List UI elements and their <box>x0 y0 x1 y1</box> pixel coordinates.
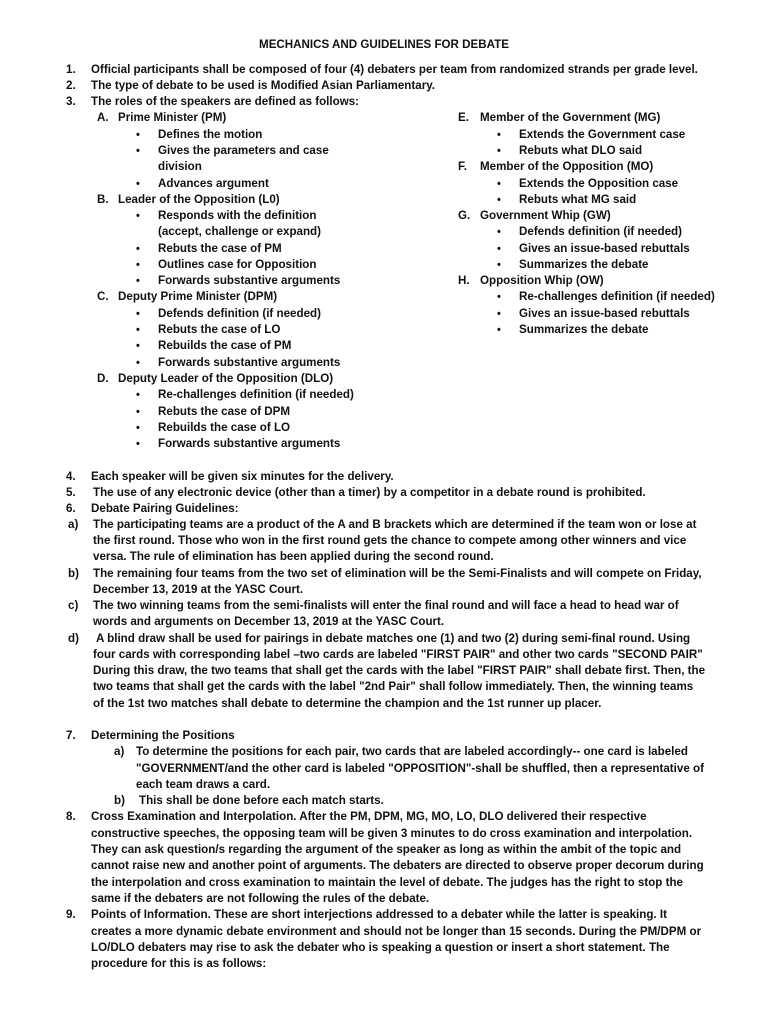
subitem-text: two teams that shall get the cards with the label "2nd Pair" shall follow immediately. Then, the winning teams <box>93 680 694 693</box>
item-number: 4. <box>66 470 76 483</box>
subitem-text: four cards with corresponding label –two cards are labeled "FIRST PAIR" and other two cards "SECOND PAIR" <box>93 648 703 661</box>
role-letter: B. <box>97 193 109 206</box>
subitem-letter: c) <box>68 599 79 612</box>
bullet-icon: • <box>497 129 501 141</box>
role-duty: division <box>158 160 202 173</box>
role-letter: G. <box>458 209 471 222</box>
role-duty: Advances argument <box>158 177 269 190</box>
role-duty: Rebuilds the case of PM <box>158 339 292 352</box>
role-duty: Forwards substantive arguments <box>158 356 341 369</box>
item-text: the interpolation and cross examination to maintain the level of debate. The judges has the right to stop the <box>91 876 684 889</box>
subitem-text: versa. The rule of elimination has been applied during the second round. <box>93 550 494 563</box>
subitem-text: each team draws a card. <box>136 778 271 791</box>
bullet-icon: • <box>136 259 140 271</box>
item-number: 2. <box>66 79 76 92</box>
role-duty: Rebuts the case of PM <box>158 242 282 255</box>
role-duty: Summarizes the debate <box>519 323 649 336</box>
subitem-text: "GOVERNMENT/and the other card is labeled "OPPOSITION"-shall be shuffled, then a representative of <box>136 762 704 775</box>
role-title: Government Whip (GW) <box>480 209 611 222</box>
role-letter: D. <box>97 372 109 385</box>
role-duty: Rebuts the case of DPM <box>158 405 291 418</box>
role-letter: F. <box>458 160 468 173</box>
subitem-letter: d) <box>68 632 79 645</box>
subitem-text: the first round. Those who won in the first round gets the chance to compete among other winners and vice <box>93 534 687 547</box>
bullet-icon: • <box>136 129 140 141</box>
subitem-letter: a) <box>68 518 79 531</box>
role-title: Deputy Prime Minister (DPM) <box>118 290 278 303</box>
role-letter: E. <box>458 111 469 124</box>
bullet-icon: • <box>497 291 501 303</box>
item-text: procedure for this is as follows: <box>91 957 267 970</box>
item-text: creates a more dynamic debate environment and should not be longer than 15 seconds. During the PM/DPM or <box>91 925 702 938</box>
bullet-icon: • <box>136 178 140 190</box>
role-duty: Re-challenges definition (if needed) <box>519 290 715 303</box>
subitem-letter: a) <box>114 745 125 758</box>
bullet-icon: • <box>136 145 140 157</box>
role-duty: Responds with the definition <box>158 209 317 222</box>
role-title: Deputy Leader of the Opposition (DLO) <box>118 372 334 385</box>
bullet-icon: • <box>136 357 140 369</box>
item-text: LO/DLO debaters may rise to ask the debater who is speaking a question or insert a short statement. The <box>91 941 670 954</box>
subitem-text: During this draw, the two teams that shall get the cards with the label "FIRST PAIR" shall debate first. Then, the <box>93 664 706 677</box>
subitem-letter: b) <box>114 794 125 807</box>
role-letter: A. <box>97 111 109 124</box>
bullet-icon: • <box>497 243 501 255</box>
item-text: Determining the Positions <box>91 729 235 742</box>
bullet-icon: • <box>497 324 501 336</box>
role-duty: Defines the motion <box>158 128 263 141</box>
role-title: Member of the Opposition (MO) <box>480 160 654 173</box>
item-text: Each speaker will be given six minutes for the delivery. <box>91 470 394 483</box>
item-text: The roles of the speakers are defined as follows: <box>91 95 360 108</box>
item-text: constructive speeches, the opposing team will be given 3 minutes to do cross examination and interpolation. <box>91 827 693 840</box>
bullet-icon: • <box>136 389 140 401</box>
role-title: Member of the Government (MG) <box>480 111 661 124</box>
bullet-icon: • <box>497 259 501 271</box>
role-letter: H. <box>458 274 470 287</box>
role-duty: Summarizes the debate <box>519 258 649 271</box>
role-duty: Outlines case for Opposition <box>158 258 317 271</box>
item-number: 7. <box>66 729 76 742</box>
bullet-icon: • <box>136 340 140 352</box>
subitem-text: The remaining four teams from the two set of elimination will be the Semi-Finalists and will compete on Friday, <box>93 567 702 580</box>
role-duty: Rebuts what DLO said <box>519 144 643 157</box>
role-duty: Defends definition (if needed) <box>519 225 682 238</box>
item-text: Points of Information. These are short interjections addressed to a debater while the latter is speaking. It <box>91 908 667 921</box>
bullet-icon: • <box>497 308 501 320</box>
role-duty: Gives an issue-based rebuttals <box>519 307 690 320</box>
bullet-icon: • <box>136 324 140 336</box>
item-text: The use of any electronic device (other than a timer) by a competitor in a debate round is prohibited. <box>93 486 646 499</box>
subitem-text: December 13, 2019 at the YASC Court. <box>93 583 304 596</box>
document-title: MECHANICS AND GUIDELINES FOR DEBATE <box>259 38 509 51</box>
subitem-text: The participating teams are a product of the A and B brackets which are determined if the team won or lose at <box>93 518 697 531</box>
role-title: Leader of the Opposition (L0) <box>118 193 280 206</box>
bullet-icon: • <box>136 210 140 222</box>
subitem-text: words and arguments on December 13, 2019 at the YASC Court. <box>93 615 445 628</box>
role-duty: (accept, challenge or expand) <box>158 225 322 238</box>
subitem-text: of the 1st two matches shall debate to determine the champion and the 1st runner up placer. <box>93 697 602 710</box>
item-text: Cross Examination and Interpolation. After the PM, DPM, MG, MO, LO, DLO delivered their respective <box>91 810 647 823</box>
subitem-letter: b) <box>68 567 79 580</box>
item-number: 5. <box>66 486 76 499</box>
bullet-icon: • <box>136 308 140 320</box>
item-text: Official participants shall be composed of four (4) debaters per team from randomized strands per grade level. <box>91 63 698 76</box>
role-duty: Forwards substantive arguments <box>158 274 341 287</box>
subitem-text: To determine the positions for each pair, two cards that are labeled accordingly-- one card is labeled <box>136 745 688 758</box>
bullet-icon: • <box>497 194 501 206</box>
role-title: Opposition Whip (OW) <box>480 274 604 287</box>
role-duty: Forwards substantive arguments <box>158 437 341 450</box>
bullet-icon: • <box>136 422 140 434</box>
role-title: Prime Minister (PM) <box>118 111 227 124</box>
bullet-icon: • <box>136 438 140 450</box>
item-number: 3. <box>66 95 76 108</box>
subitem-text: A blind draw shall be used for pairings in debate matches one (1) and two (2) during semi-final round. Using <box>96 632 691 645</box>
role-duty: Rebuilds the case of LO <box>158 421 291 434</box>
role-duty: Rebuts the case of LO <box>158 323 281 336</box>
role-duty: Gives the parameters and case <box>158 144 329 157</box>
bullet-icon: • <box>497 178 501 190</box>
bullet-icon: • <box>497 226 501 238</box>
role-duty: Rebuts what MG said <box>519 193 637 206</box>
bullet-icon: • <box>136 275 140 287</box>
item-text: Debate Pairing Guidelines: <box>91 502 239 515</box>
item-number: 8. <box>66 810 76 823</box>
role-letter: C. <box>97 290 109 303</box>
item-text: cannot raise new and another point of arguments. The debaters are directed to observe proper decorum during <box>91 859 704 872</box>
subitem-text: This shall be done before each match starts. <box>139 794 384 807</box>
role-duty: Re-challenges definition (if needed) <box>158 388 354 401</box>
subitem-text: The two winning teams from the semi-finalists will enter the final round and will face a head to head war of <box>93 599 679 612</box>
item-text: They can ask question/s regarding the argument of the speaker as long as within the ambit of the topic and <box>91 843 682 856</box>
item-number: 6. <box>66 502 76 515</box>
role-duty: Gives an issue-based rebuttals <box>519 242 690 255</box>
item-text: same if the debaters are not following the rules of the debate. <box>91 892 430 905</box>
item-text: The type of debate to be used is Modified Asian Parliamentary. <box>91 79 436 92</box>
role-duty: Defends definition (if needed) <box>158 307 321 320</box>
role-duty: Extends the Opposition case <box>519 177 679 190</box>
bullet-icon: • <box>136 406 140 418</box>
bullet-icon: • <box>136 243 140 255</box>
item-number: 1. <box>66 63 76 76</box>
item-number: 9. <box>66 908 76 921</box>
bullet-icon: • <box>497 145 501 157</box>
role-duty: Extends the Government case <box>519 128 686 141</box>
